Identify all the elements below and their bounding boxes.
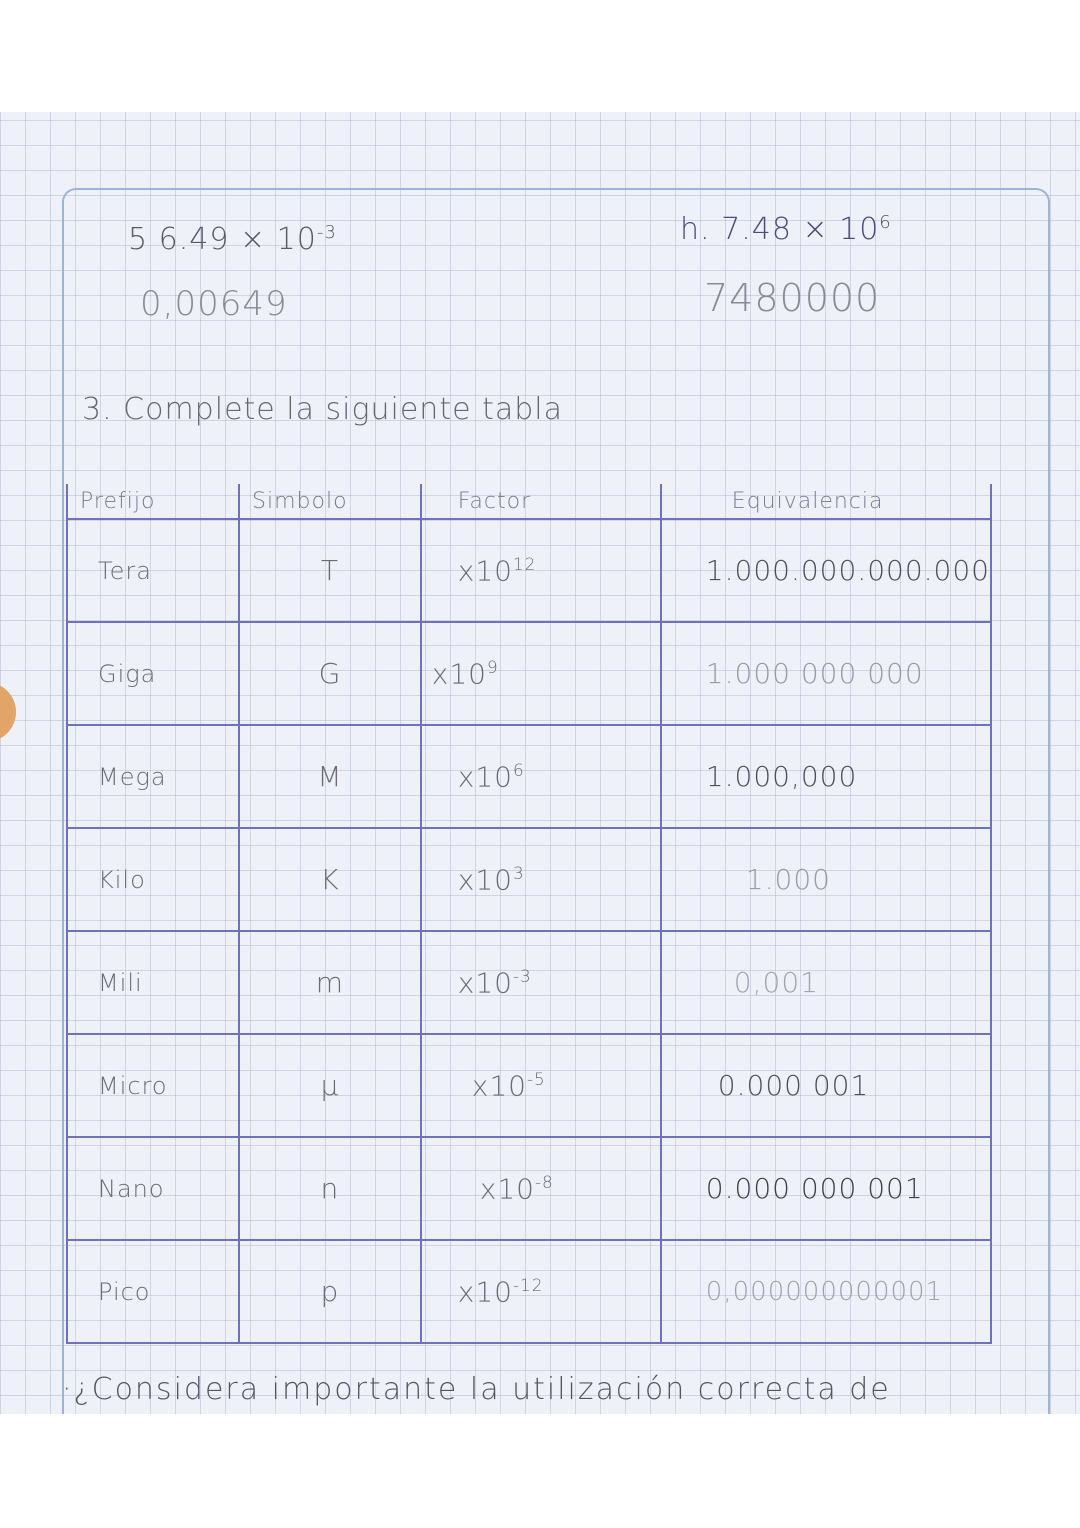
exercise-h-answer: 7480000 [704, 276, 881, 320]
photo-background-top [0, 0, 1080, 112]
exercise-g-expression [128, 222, 337, 257]
factor-base: x10 [457, 863, 513, 897]
cell-equivalence: 1.000 000 000 [661, 622, 991, 725]
table-header-row [67, 484, 991, 519]
table-row [67, 828, 991, 931]
factor-exponent: -12 [513, 1274, 544, 1295]
cell-symbol: G [239, 622, 421, 725]
question-3-title: 3. Complete la siguiente tabla [82, 392, 563, 427]
header-factor: Factor [421, 484, 661, 519]
cell-symbol: n [239, 1137, 421, 1240]
cell-equivalence: 0,000000000001 [661, 1240, 991, 1343]
cell-factor [421, 828, 661, 931]
cell-factor [421, 931, 661, 1034]
cell-symbol: M [239, 725, 421, 828]
header-prefijo: Prefijo [67, 484, 239, 519]
exercise-h-exponent: 6 [879, 212, 892, 233]
cell-prefix: Giga [67, 622, 239, 725]
factor-base: x10 [457, 966, 513, 1000]
factor-exponent: 12 [513, 553, 537, 574]
cell-symbol: m [239, 931, 421, 1034]
cell-symbol: T [239, 519, 421, 622]
exercise-h-expression [680, 212, 892, 247]
cell-factor [421, 519, 661, 622]
cell-equivalence: 1.000 [661, 828, 991, 931]
table-row [67, 622, 991, 725]
table-row [67, 1034, 991, 1137]
factor-base: x10 [479, 1172, 535, 1206]
factor-exponent: 6 [513, 759, 525, 780]
header-equivalencia: Equivalencia [661, 484, 991, 519]
exercise-g-exponent: -3 [316, 222, 337, 243]
cell-factor [421, 1034, 661, 1137]
cell-prefix: Tera [67, 519, 239, 622]
table-row [67, 725, 991, 828]
factor-exponent: -8 [535, 1171, 554, 1192]
cell-symbol: K [239, 828, 421, 931]
cell-equivalence: 1.000,000 [661, 725, 991, 828]
cell-prefix: Nano [67, 1137, 239, 1240]
exercise-h-text: 7.48 × 10 [721, 212, 880, 247]
cell-equivalence: 1.000.000.000.000 [661, 519, 991, 622]
factor-exponent: 9 [487, 656, 499, 677]
cell-equivalence: 0,001 [661, 931, 991, 1034]
exercise-h-label: h. [680, 212, 711, 247]
table-row [67, 519, 991, 622]
cell-factor [421, 1137, 661, 1240]
cell-symbol: µ [239, 1034, 421, 1137]
exercise-g-label: 5 [128, 222, 149, 257]
photo-background-bottom [0, 1414, 1080, 1528]
cell-prefix: Mega [67, 725, 239, 828]
footer-question: ·¿Considera importante la utilización correcta de [62, 1372, 891, 1407]
factor-exponent: -3 [513, 965, 532, 986]
factor-base: x10 [457, 554, 513, 588]
factor-exponent: 3 [513, 862, 525, 883]
cell-prefix: Mili [67, 931, 239, 1034]
header-simbolo: Simbolo [239, 484, 421, 519]
table-row [67, 1137, 991, 1240]
exercise-g-text: 6.49 × 10 [158, 222, 317, 257]
cell-equivalence: 0.000 000 001 [661, 1137, 991, 1240]
factor-base: x10 [457, 760, 513, 794]
cell-prefix: Pico [67, 1240, 239, 1343]
exercise-g-answer: 0,00649 [140, 284, 288, 324]
factor-base: x10 [471, 1069, 527, 1103]
factor-base: x10 [457, 1275, 513, 1309]
cell-factor [421, 1240, 661, 1343]
cell-equivalence: 0.000 001 [661, 1034, 991, 1137]
factor-base: x10 [431, 657, 487, 691]
si-prefix-table [66, 484, 992, 1344]
cell-factor [421, 725, 661, 828]
thumb-edge [0, 682, 16, 742]
cell-symbol: p [239, 1240, 421, 1343]
cell-factor [421, 622, 661, 725]
cell-prefix: Micro [67, 1034, 239, 1137]
table-row [67, 931, 991, 1034]
factor-exponent: -5 [527, 1068, 546, 1089]
cell-prefix: Kilo [67, 828, 239, 931]
table-row [67, 1240, 991, 1343]
